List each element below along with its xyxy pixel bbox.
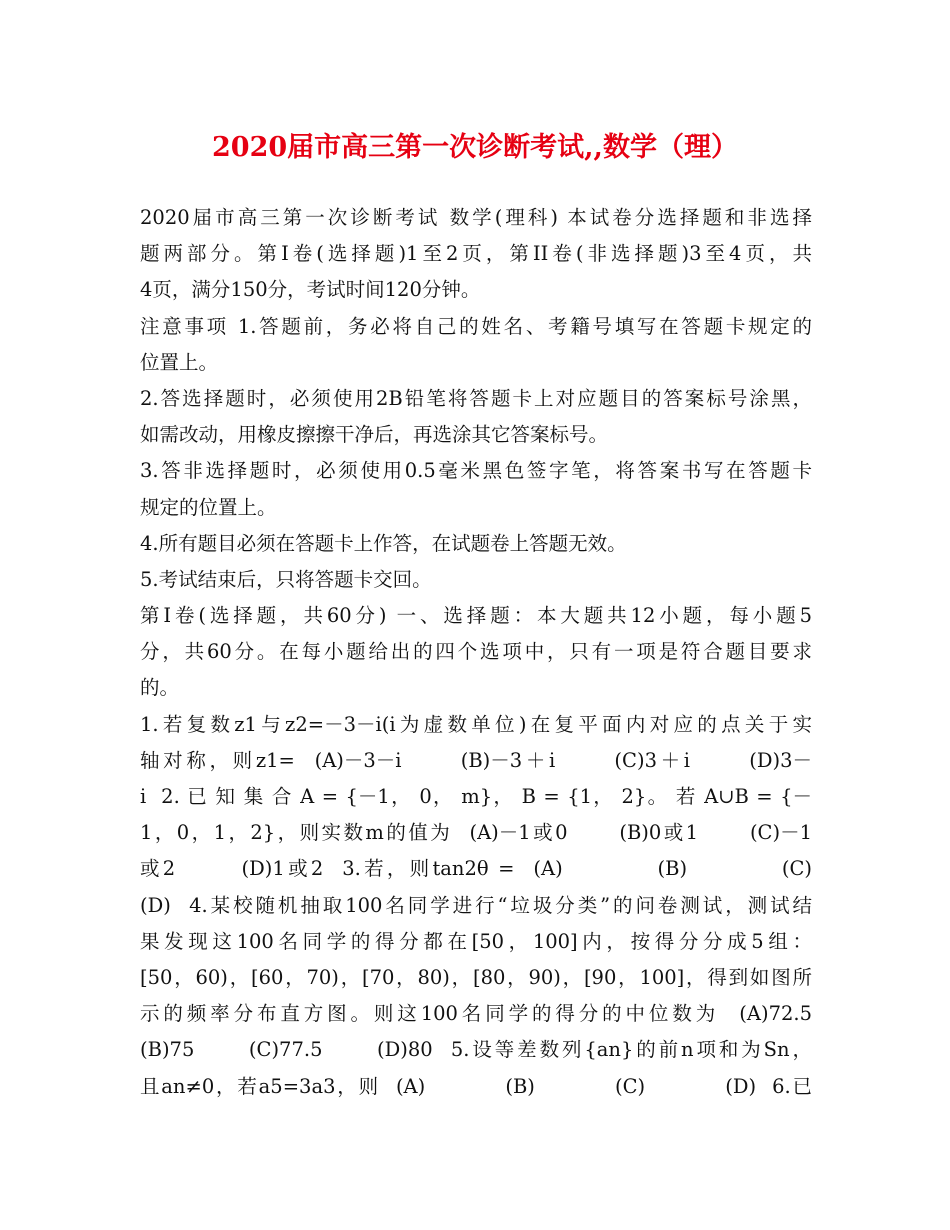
text-line: 且an≠0，若a5=3a3，则 (A) (B) (C) (D) 6.已 <box>140 1074 812 1098</box>
text-line: 果发现这100名同学的得分都在[50，100]内，按得分分成5组： <box>140 929 812 953</box>
text-line: i 2. 已 知 集 合 A = {－1， 0， m}， B = {1， 2}。 若 A∪B = {－ <box>140 785 812 808</box>
document-body <box>140 200 812 1105</box>
text-line: 5.考试结束后，只将答题卡交回。 <box>140 567 432 591</box>
document-title: 2020届市高三第一次诊断考试,,数学（理） <box>212 132 738 163</box>
text-line: (B)75 (C)77.5 (D)80 5.设等差数列{an}的前n项和为Sn， <box>140 1038 812 1062</box>
text-line: 注意事项 1.答题前，务必将自己的姓名、考籍号填写在答题卡规定的 <box>140 314 812 338</box>
text-line: 规定的位置上。 <box>140 495 277 519</box>
text-line: [50，60)，[60，70)，[70，80)，[80，90)，[90，100]，得到如图所 <box>140 965 812 989</box>
text-line: 1.若复数z1与z2=－3－i(i为虚数单位)在复平面内对应的点关于实 <box>140 712 812 736</box>
text-line: 第I卷(选择题，共60分) 一、选择题：本大题共12小题，每小题5 <box>140 604 812 628</box>
text-line: 位置上。 <box>140 350 219 374</box>
text-line: 2020届市高三第一次诊断考试 数学(理科) 本试卷分选择题和非选择 <box>140 206 812 229</box>
text-line: 4.所有题目必须在答题卡上作答，在试题卷上答题无效。 <box>140 531 627 555</box>
text-line: 题两部分。第I卷(选择题)1至2页，第II卷(非选择题)3至4页，共 <box>140 242 812 266</box>
text-line: 分，共60分。在每小题给出的四个选项中，只有一项是符合题目要求 <box>140 640 812 664</box>
text-line: 如需改动，用橡皮擦擦干净后，再选涂其它答案标号。 <box>140 423 609 447</box>
text-line: 示的频率分布直方图。则这100名同学的得分的中位数为 (A)72.5 <box>140 1002 812 1026</box>
text-line: (D) 4.某校随机抽取100名同学进行“垃圾分类”的问卷测试，测试结 <box>140 893 812 917</box>
text-line: 或2 (D)1或2 3.若，则tan2θ = (A) (B) (C) <box>140 857 812 881</box>
text-line: 1，0，1，2}，则实数m的值为 (A)－1或0 (B)0或1 (C)－1 <box>140 821 812 845</box>
text-line: 轴对称，则z1= (A)－3－i (B)－3＋i (C)3＋i (D)3－ <box>140 748 812 772</box>
text-line: 2.答选择题时，必须使用2B铅笔将答题卡上对应题目的答案标号涂黑， <box>140 386 812 410</box>
text-line: 4页，满分150分，考试时间120分钟。 <box>140 278 481 302</box>
text-line: 3.答非选择题时，必须使用0.5毫米黑色签字笔，将答案书写在答题卡 <box>140 459 812 483</box>
text-line: 的。 <box>140 676 180 700</box>
